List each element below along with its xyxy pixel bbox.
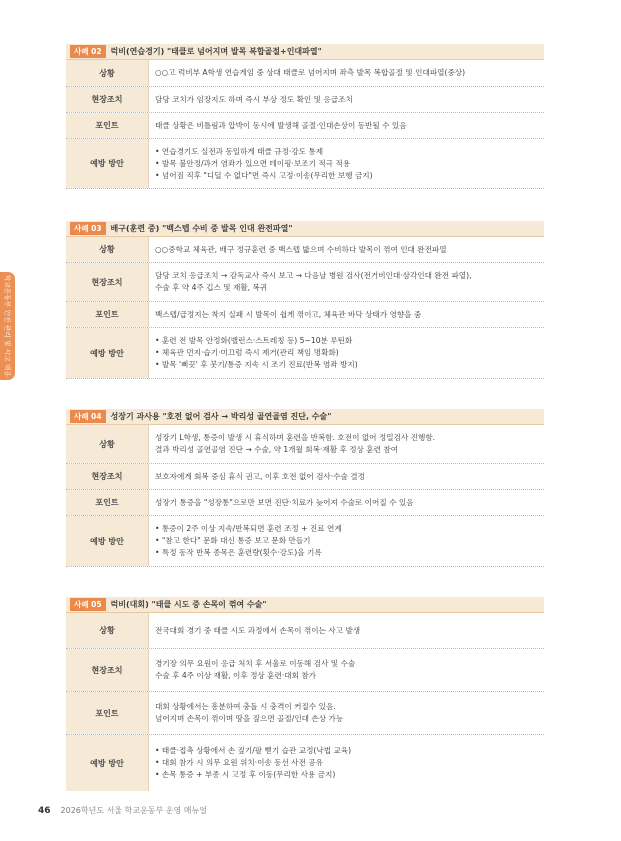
side-section-tab: [0, 272, 15, 380]
content-line: 백스텝/급정지는 착지 실패 시 발목이 쉽게 꺾이고, 체육관 바닥 상태가 영향을 줌: [155, 309, 422, 319]
footer-title: 2026학년도 서울 학교운동부 운영 매뉴얼: [60, 806, 207, 815]
content-line: 수술 후 4주 이상 재활, 이후 정상 훈련·대회 참가: [155, 671, 317, 680]
row-label: 예방 방안: [66, 516, 148, 566]
content-line: 담당 코치가 임장지도 하며 즉시 부상 정도 확인 및 응급조치: [155, 94, 353, 104]
content-line: 보호자에게 회복 중심 휴식 권고, 이후 호전 없어 검사·수술 결정: [155, 471, 365, 481]
content-line: 넘어지며 손목이 꺾이며 땅을 짚으면 골절/인대 손상 가능: [155, 714, 344, 723]
case-title: 성장기 과사용 "호전 없어 검사 → 박리성 골연골염 진단, 수술": [110, 412, 332, 421]
row-content: [148, 302, 544, 327]
row-point: [66, 113, 544, 139]
bullet-item: • "참고 한다" 문화 대신 통증 보고 문화 만들기: [155, 535, 538, 547]
row-label: 포인트: [66, 302, 148, 327]
row-label: 포인트: [66, 113, 148, 138]
row-point: [66, 692, 544, 735]
row-content: [148, 263, 544, 301]
content-line: 수술 후 약 4주 깁스 및 재활, 복귀: [155, 283, 268, 292]
case-header: [66, 597, 544, 613]
row-content: [148, 692, 544, 734]
page-footer: [38, 805, 207, 816]
row-point: [66, 302, 544, 328]
row-content: [148, 328, 544, 378]
bullet-item: • 손목 통증 + 부종 시 고정 후 이동(무리한 사용 금지): [155, 769, 538, 781]
row-content: [148, 516, 544, 566]
row-label: 예방 방안: [66, 735, 148, 791]
bullet-item: • 특정 동작 반복 종목은 훈련량(횟수·강도)을 기록: [155, 547, 538, 559]
content-line: 결과 박리성 골연골염 진단 → 수술, 약 1개월 회복·재활 후 정상 훈련 참여: [155, 445, 399, 454]
content-line: ○○중학교 체육관, 배구 정규훈련 중 백스텝 밟으며 수비하다 발목이 꺾여 인대 완전파열: [155, 244, 447, 254]
row-label: 현장조치: [66, 263, 148, 301]
content-line: 태클 상황은 비틀림과 압박이 동시에 발생해 골절·인대손상이 동반될 수 있음: [155, 120, 407, 130]
side-section-tab-label: 학교운동부 안전 관리 및 사고 대응: [3, 274, 11, 378]
case-title: 배구(훈련 중) "백스텝 수비 중 발목 인대 완전파열": [110, 224, 293, 233]
bullet-item: • 넘어짐 직후 "디딜 수 없다"면 즉시 고정·이송(무리한 보행 금지): [155, 170, 538, 182]
row-label: 현장조치: [66, 649, 148, 691]
case-number-badge: 사례 05: [70, 598, 106, 611]
row-content: [148, 237, 544, 262]
row-prevention: [66, 735, 544, 791]
row-content: [148, 490, 544, 515]
row-content: [148, 113, 544, 138]
content-line: 성장기 통증을 "성장통"으로만 보면 진단·치료가 늦어져 수술로 이어질 수 있음: [155, 497, 414, 507]
row-situation: [66, 425, 544, 464]
case-02: [66, 44, 544, 189]
bullet-item: • 발목 불안정/과거 염좌가 있으면 테이핑·보조기 적극 적용: [155, 158, 538, 170]
row-content: [148, 60, 544, 86]
content-line: 대회 상황에서는 흥분하여 충돌 시 충격이 커질수 있음.: [155, 702, 336, 711]
row-content: [148, 649, 544, 691]
content-line: 담당 코치 응급조치 → 감독교사 즉시 보고 → 다음날 병원 검사(전거비인대·삼각인대 완전 파열),: [155, 271, 472, 280]
row-content: [148, 613, 544, 648]
row-content: [148, 87, 544, 112]
case-title: 럭비(대회) "태클 시도 중 손목이 꺾여 수술": [110, 600, 267, 609]
row-label: 포인트: [66, 490, 148, 515]
row-label: 상황: [66, 60, 148, 86]
row-situation: [66, 60, 544, 87]
case-04: [66, 409, 544, 567]
case-05: [66, 597, 544, 791]
row-situation: [66, 613, 544, 649]
row-action: [66, 464, 544, 490]
page-number: 46: [38, 806, 51, 816]
case-number-badge: 사례 03: [70, 222, 106, 235]
row-content: [148, 425, 544, 463]
row-label: 상황: [66, 425, 148, 463]
bullet-item: • 훈련 전 발목 안정화(밸런스·스트레칭 등) 5~10분 루틴화: [155, 335, 538, 347]
row-action: [66, 263, 544, 302]
row-prevention: [66, 516, 544, 567]
bullet-item: • 태클·접촉 상황에서 손 짚기/팔 뻗기 습관 교정(낙법 교육): [155, 745, 538, 757]
row-prevention: [66, 328, 544, 379]
row-situation: [66, 237, 544, 263]
row-action: [66, 649, 544, 692]
row-action: [66, 87, 544, 113]
content-line: 성장기 L학생, 통증이 발생 시 휴식하며 훈련을 반복함. 호전이 없어 정밀검사 진행함.: [155, 433, 436, 442]
row-content: [148, 464, 544, 489]
content-line: ○○고 럭비부 A학생 연습게임 중 상대 태클로 넘어지며 좌측 발목 복합골절 및 인대파열(중상): [155, 68, 466, 77]
case-03: [66, 221, 544, 379]
case-header: [66, 409, 544, 425]
case-header: [66, 221, 544, 237]
row-point: [66, 490, 544, 516]
case-title: 럭비(연습경기) "태클로 넘어지며 발목 복합골절+인대파열": [110, 47, 322, 56]
row-prevention: [66, 139, 544, 189]
content-line: 전국대회 경기 중 태클 시도 과정에서 손목이 꺾이는 사고 발생: [155, 625, 361, 635]
row-label: 현장조치: [66, 464, 148, 489]
row-label: 예방 방안: [66, 328, 148, 378]
row-label: 포인트: [66, 692, 148, 734]
bullet-item: • 연습경기도 실전과 동일하게 태클 규정·강도 통제: [155, 146, 538, 158]
row-content: [148, 139, 544, 188]
row-label: 현장조치: [66, 87, 148, 112]
case-number-badge: 사례 02: [70, 45, 106, 58]
row-label: 상황: [66, 613, 148, 648]
case-header: [66, 44, 544, 60]
row-content: [148, 735, 544, 791]
content-line: 경기장 의무 요원이 응급 처치 후 서울로 이동해 검사 및 수술: [155, 659, 356, 668]
bullet-item: • 체육관 먼지·습기·미끄럼 즉시 제거(관리 책임 명확화): [155, 347, 538, 359]
bullet-item: • 대회 참가 시 의무 요원 위치·이송 동선 사전 공유: [155, 757, 538, 769]
row-label: 예방 방안: [66, 139, 148, 188]
case-number-badge: 사례 04: [70, 410, 106, 423]
bullet-item: • 통증이 2주 이상 지속/반복되면 훈련 조정 + 진료 연계: [155, 523, 538, 535]
bullet-item: • 발목 '삐끗' 후 붓기/통증 지속 시 조기 진료(반복 염좌 방지): [155, 359, 538, 371]
row-label: 상황: [66, 237, 148, 262]
